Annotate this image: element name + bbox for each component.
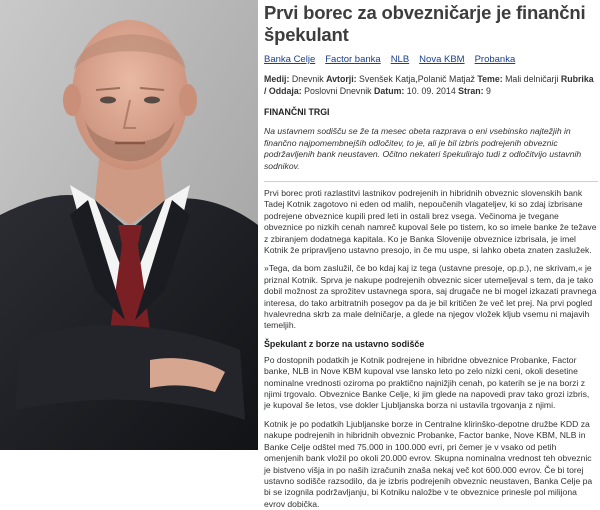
tag-banka-celje[interactable]: Banka Celje (264, 54, 316, 65)
meta-teme-label: Teme: (477, 74, 503, 84)
meta-medij: Dnevnik (291, 74, 324, 84)
meta-rubrika: Poslovni Dnevnik (304, 86, 372, 96)
meta-avtorji: Svenšek Katja,Polanič Matjaž (359, 74, 475, 84)
article-panel (260, 0, 598, 509)
meta-stran: 9 (486, 86, 491, 96)
article-metadata (264, 73, 598, 97)
portrait-illustration (0, 0, 258, 450)
article-paragraph: Kotnik je po podatkih Ljubljanske borze in Centralne klirinško-depotne družbe KDD za nakupe podrejenih in hibridnih obveznic Probanke, Factor banke, Nove KBM, NLB in Banke Celje odštel med 75.000 in 100.000 evri, pri čemer je v vsako od petih omenjenih bank vložil po okoli 20.000 evrov. Skupna nominalna vrednost teh obveznic je bistveno višja in po naših izračunih znaša nekaj več kot 600.000 evrov. Če bi torej ustavno sodišče razsodilo, da je izbris podrejenih obveznic neustaven, Banka Celje pa bi se izognila podržavljanju, bi Kotniku naložbe v te obveznice prinesle pol milijona evrov dobička. (264, 418, 593, 509)
meta-datum-label: Datum: (374, 86, 405, 96)
meta-avtorji-label: Avtorji: (326, 74, 357, 84)
meta-medij-label: Medij: (264, 74, 290, 84)
tag-nova-kbm[interactable]: Nova KBM (419, 54, 465, 65)
article-subheading: Špekulant z borze na ustavno sodišče (264, 338, 425, 349)
portrait-photo (0, 0, 258, 450)
tag-list (264, 54, 598, 65)
article-lead: Na ustavnem sodišču se že ta mesec obeta razprava o eni vsebinsko najtežjih in finančno najpomembnejših odločitev, to je, ali je bil izbris podrejenih obveznic podržavljenih bank neustaven. Očitno nekateri špekulirajo tudi z odločitvijo ustavnih sodnikov. (264, 126, 582, 171)
article-paragraph: Po dostopnih podatkih je Kotnik podrejene in hibridne obveznice Probanke, Factor banke, NLB in Nove KBM kupoval vse lansko leto po zelo nizki ceni, okoli desetine nominalne vrednosti oziroma po praktično najnižjih cenah, po katerih se je na borzi z njimi trgovalo. Obveznice Banke Celje, ki jim glede na napovedi prav tako grozi izbris, je kupoval še letos, vse dokler Ljubljanska borza ni ustavila trgovanja z njimi. (264, 354, 590, 411)
divider (264, 181, 598, 182)
section-label: FINANČNI TRGI (264, 107, 330, 117)
article-paragraph: »Tega, da bom zaslužil, če bo kdaj kaj iz tega (ustavne presoje, op.p.), ne skrivam,« je priznal Kotnik. Sprva je nakupe podrejenih obveznic sicer utemeljeval s tem, da je tako dobil možnost za sprožitev ustavnega spora, saj drugače ne bi mogel izkazati pravnega interesa, do tako arbitratnih posegov pa da je bil kritičen že več let prej. Na prvi pogled hvalevredna skrb za male delničarje, a glede na njegov vložek kljub vsemu ni majavih temeljih. (264, 263, 597, 331)
tag-probanka[interactable]: Probanka (474, 54, 516, 65)
meta-teme: Mali delničarji (505, 74, 559, 84)
tag-factor-banka[interactable]: Factor banka (325, 54, 381, 65)
article-paragraph: Prvi borec proti razlastitvi lastnikov podrejenih in hibridnih obveznic slovenskih bank Tadej Kotnik zagotovo ni eden od malih, nepoučenih vlagateljev, ki so zdaj izbrisane podrejene obveznice kupili pred leti in ostali brez vsega. Večinoma je tvegane obveznice po nizkih cenah namreč kupoval šele po tistem, ko so imele banke že težave z zbiranjem dodatnega kapitala. Ko je Banka Slovenije obveznice izbrisala, je imel Kotnik že pripravljeno ustavno presojo, in če mu uspe, si lahko obeta znaten zaslužek. (264, 187, 597, 255)
meta-datum: 10. 09. 2014 (406, 86, 456, 96)
meta-stran-label: Stran: (458, 86, 484, 96)
meta-rubrika-label: Rubrika / Oddaja: (264, 74, 594, 96)
article-title: Prvi borec za obvezničarje je finančni špekulant (264, 2, 586, 45)
tag-nlb[interactable]: NLB (390, 54, 410, 65)
